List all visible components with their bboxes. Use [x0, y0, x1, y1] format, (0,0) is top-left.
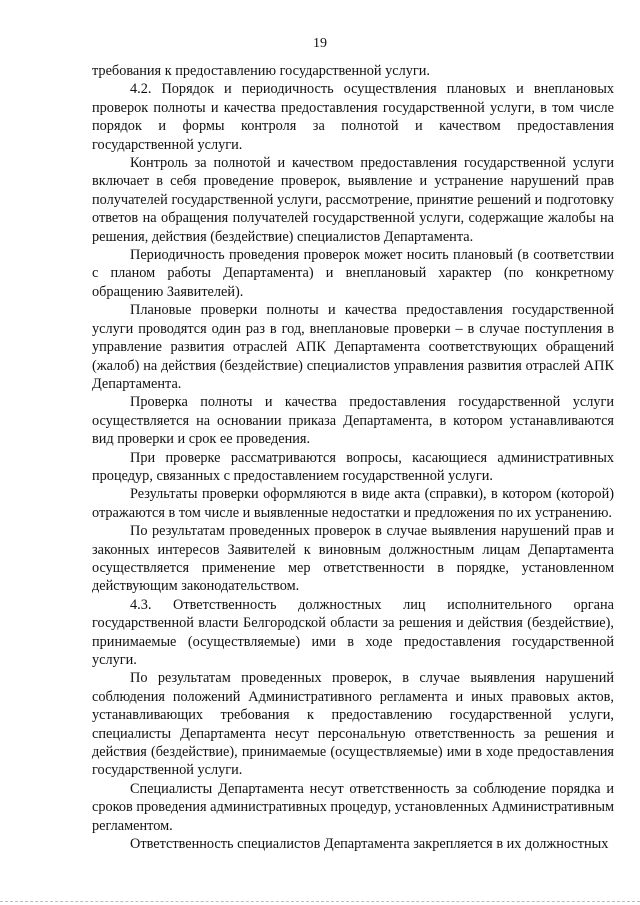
- paragraph: Специалисты Департамента несут ответственность за соблюдение порядка и сроков проведения административных процедур, установленных Административным регламентом.: [92, 780, 614, 834]
- paragraph: По результатам проведенных проверок в случае выявления нарушений прав и законных интересов Заявителей к виновным должностным лицам Департамента осуществляется применение мер ответственности в порядке, установленном действующим законодательством.: [92, 523, 614, 595]
- paragraph: По результатам проведенных проверок, в случае выявления нарушений соблюдения положений Административного регламента и иных правовых актов, устанавливающих требования к предоставлению государственной услуги, специалисты Департамента несут персональную ответственность за решения и действия (бездействие), принимаемые (осуществляемые) ими в ходе предоставления государственной услуги.: [92, 670, 614, 779]
- paragraph: Периодичность проведения проверок может носить плановый (в соответствии с планом работы Департамента) и внеплановый характер (по конкретному обращению Заявителей).: [92, 247, 614, 300]
- paragraph: Контроль за полнотой и качеством предоставления государственной услуги включает в себя проведение проверок, выявление и устранение нарушений прав получателей государственной услуги, рассмотрение, принятие решений и подготовку ответов на обращения получателей государственной услуги, содержащие жалобы на решения, действия (бездействие) специалистов Департамента.: [92, 155, 614, 245]
- paragraph: Результаты проверки оформляются в виде акта (справки), в котором (которой) отражаются в том числе и выявленные недостатки и предложения по их устранению.: [92, 486, 614, 521]
- paragraph: Проверка полноты и качества предоставления государственной услуги осуществляется на основании приказа Департамента, в котором устанавливаются вид проверки и срок ее проведения.: [92, 394, 614, 448]
- document-body: [92, 62, 614, 853]
- paragraph: При проверке рассматриваются вопросы, касающиеся административных процедур, связанных с предоставлением государственной услуги.: [92, 449, 614, 484]
- paragraph-section-4-2: 4.2. Порядок и периодичность осуществления плановых и внеплановых проверок полноты и качества предоставления государственной услуги, в том числе порядок и формы контроля за полнотой и качеством предоставления государственной услуги.: [92, 81, 614, 153]
- page-number: 19: [313, 36, 327, 51]
- page-bottom-edge: [0, 901, 640, 902]
- paragraph-truncated: Ответственность специалистов Департамента закрепляется в их должностных: [130, 836, 609, 853]
- paragraph-continuation: требования к предоставлению государственной услуги.: [92, 63, 431, 79]
- paragraph-section-4-3: 4.3. Ответственность должностных лиц исполнительного органа государственной власти Белгородской области за решения и действия (бездействие), принимаемые (осуществляемые) ими в ходе предоставления государственной услуги.: [92, 596, 614, 668]
- paragraph: Плановые проверки полноты и качества предоставления государственной услуги проводятся один раз в год, внеплановые проверки – в случае поступления в управление развития отраслей АПК Департамента соответствующих обращений (жалоб) на действия (бездействие) специалистов управления развития отраслей АПК Департамента.: [92, 302, 614, 392]
